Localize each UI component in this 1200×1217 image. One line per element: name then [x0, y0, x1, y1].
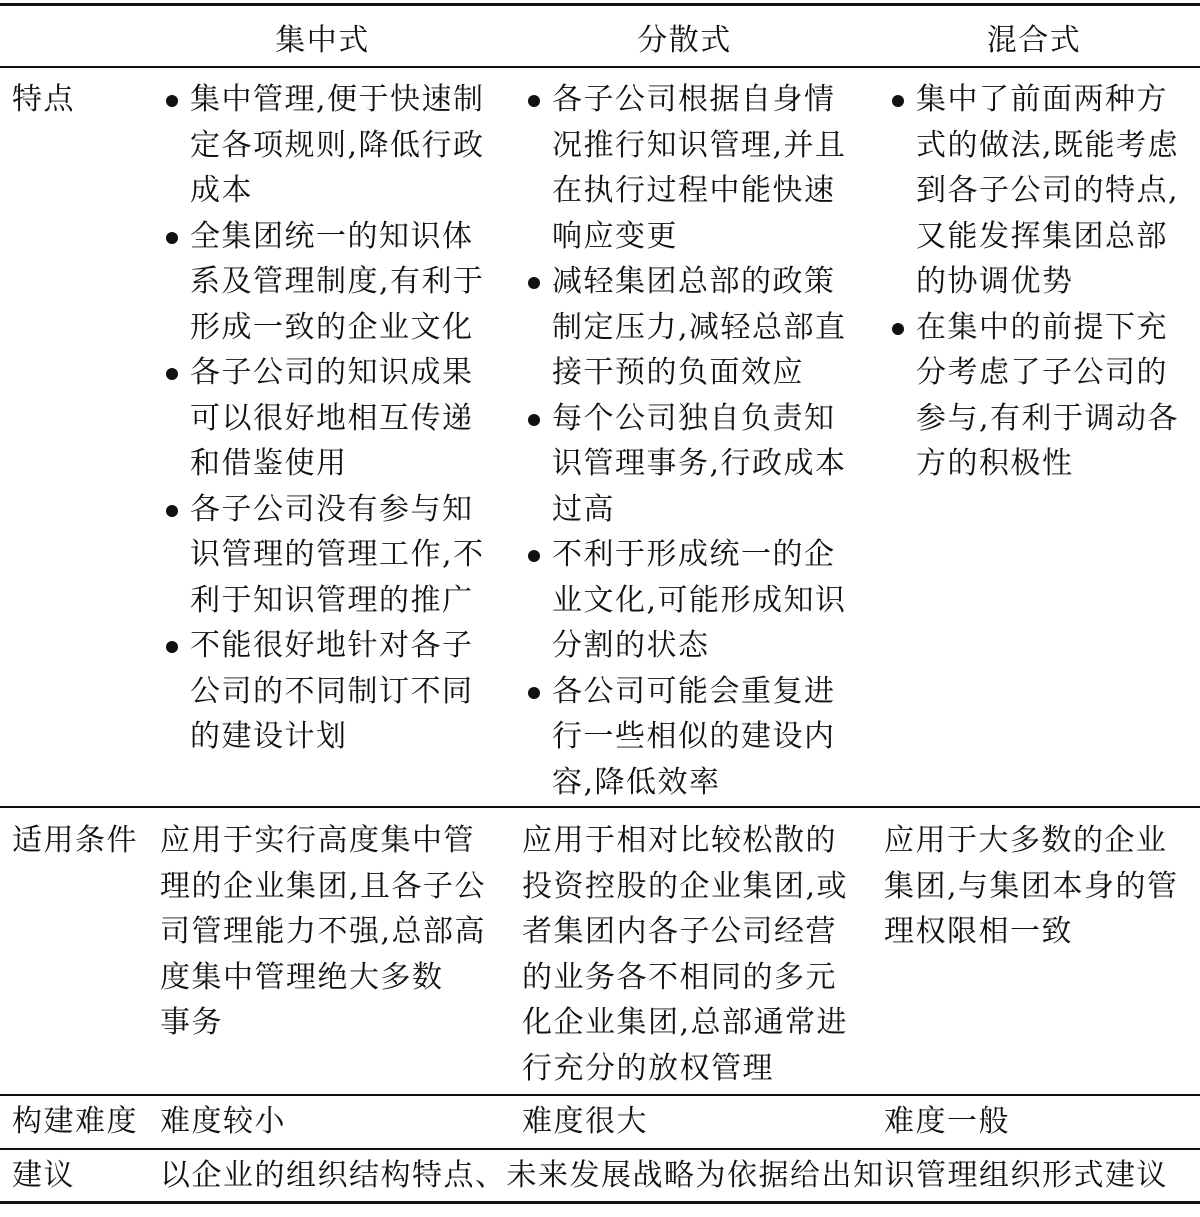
text-line: 不利于形成统一的企 — [552, 537, 836, 572]
list-item — [890, 305, 1179, 487]
features-decentralized-list — [526, 77, 847, 805]
text-line: 的业务各不相同的多元 — [522, 959, 837, 995]
bullet-icon — [528, 414, 540, 426]
text-line: 公司的不同制订不同 — [190, 673, 474, 709]
column-header-decentralized: 分散式 — [637, 23, 732, 58]
text-line: 在执行过程中能快速 — [552, 173, 836, 208]
bullet-icon — [166, 232, 178, 244]
text-line: 各子公司根据自身情 — [552, 82, 836, 117]
text-line: 参与,有利于调动各 — [916, 400, 1180, 436]
row-label-features: 特点 — [12, 82, 75, 117]
features-divider — [0, 806, 1200, 808]
conditions-hybrid — [884, 818, 1179, 955]
text-line: 可以很好地相互传递 — [190, 400, 474, 436]
bullet-icon — [528, 550, 540, 562]
text-line: 的协调优势 — [916, 264, 1074, 299]
text-line: 集中管理,便于快速制 — [190, 82, 485, 117]
text-line: 识管理事务,行政成本 — [552, 446, 847, 481]
text-line: 度集中管理绝大多数 — [160, 959, 444, 995]
text-line: 接干预的负面效应 — [552, 355, 804, 390]
text-line: 司管理能力不强,总部高 — [160, 914, 487, 949]
text-line: 事务 — [160, 1005, 223, 1040]
text-line: 系及管理制度,有利于 — [190, 264, 485, 299]
text-line: 利于知识管理的推广 — [190, 582, 474, 618]
header-divider — [0, 66, 1200, 68]
features-hybrid-list — [890, 77, 1179, 487]
text-line: 各公司可能会重复进 — [552, 673, 836, 709]
text-line: 制定压力,减轻总部直 — [552, 309, 847, 345]
text-line: 定各项规则,降低行政 — [190, 127, 485, 163]
text-line: 成本 — [190, 173, 253, 208]
list-item — [164, 77, 485, 214]
text-line: 应用于大多数的企业 — [884, 823, 1168, 858]
text-line: 应用于实行高度集中管 — [160, 823, 475, 858]
list-item — [526, 77, 847, 259]
text-line: 全集团统一的知识体 — [190, 218, 474, 254]
text-line: 识管理的管理工作,不 — [190, 537, 485, 572]
text-line: 的建设计划 — [190, 719, 348, 754]
column-header-centralized: 集中式 — [275, 23, 370, 58]
text-line: 式的做法,既能考虑 — [916, 127, 1180, 163]
text-line: 在集中的前提下充 — [916, 309, 1168, 345]
list-item — [164, 350, 485, 487]
conditions-centralized — [160, 818, 486, 1046]
difficulty-centralized: 难度较小 — [160, 1104, 286, 1139]
text-line: 行一些相似的建设内 — [552, 719, 836, 754]
text-line: 不能很好地针对各子 — [190, 628, 474, 663]
text-line: 减轻集团总部的政策 — [552, 264, 836, 299]
difficulty-divider — [0, 1148, 1200, 1150]
bullet-icon — [166, 505, 178, 517]
text-line: 分考虑了子公司的 — [916, 355, 1168, 390]
table-top-rule — [0, 3, 1200, 6]
conditions-decentralized — [522, 818, 848, 1091]
row-label-suggestion: 建议 — [12, 1158, 75, 1193]
text-line: 方的积极性 — [916, 446, 1074, 481]
bullet-icon — [166, 641, 178, 653]
text-line: 业文化,可能形成知识 — [552, 582, 847, 618]
list-item — [164, 623, 485, 760]
text-line: 容,降低效率 — [552, 764, 721, 800]
list-item — [526, 669, 847, 806]
list-item — [526, 259, 847, 396]
conditions-divider — [0, 1094, 1200, 1096]
text-line: 分割的状态 — [552, 628, 710, 663]
text-line: 过高 — [552, 491, 615, 527]
text-line: 应用于相对比较松散的 — [522, 823, 837, 858]
bullet-icon — [528, 687, 540, 699]
bullet-icon — [892, 95, 904, 107]
text-line: 各子公司没有参与知 — [190, 491, 474, 527]
row-label-conditions: 适用条件 — [12, 823, 138, 858]
text-line: 集中了前面两种方 — [916, 82, 1168, 117]
text-line: 到各子公司的特点, — [916, 173, 1180, 208]
list-item — [164, 487, 485, 624]
text-line: 集团,与集团本身的管 — [884, 868, 1179, 904]
list-item — [526, 396, 847, 533]
features-centralized-list — [164, 77, 485, 760]
text-line: 化企业集团,总部通常进 — [522, 1005, 849, 1040]
text-line: 投资控股的企业集团,或 — [522, 868, 849, 904]
difficulty-hybrid: 难度一般 — [884, 1104, 1010, 1139]
list-item — [526, 532, 847, 669]
list-item — [890, 77, 1179, 305]
table-bottom-rule — [0, 1201, 1200, 1204]
text-line: 各子公司的知识成果 — [190, 355, 474, 390]
text-line: 和借鉴使用 — [190, 446, 348, 481]
column-header-hybrid: 混合式 — [986, 23, 1082, 58]
text-line: 理权限相一致 — [884, 914, 1073, 949]
list-item — [164, 214, 485, 351]
text-line: 每个公司独自负责知 — [552, 400, 836, 436]
bullet-icon — [892, 323, 904, 335]
bullet-icon — [528, 95, 540, 107]
text-line: 又能发挥集团总部 — [916, 218, 1168, 254]
bullet-icon — [528, 277, 540, 289]
difficulty-decentralized: 难度很大 — [522, 1104, 648, 1139]
suggestion-text: 以企业的组织结构特点、未来发展战略为依据给出知识管理组织形式建议 — [160, 1158, 1168, 1193]
text-line: 形成一致的企业文化 — [190, 309, 474, 345]
text-line: 者集团内各子公司经营 — [522, 914, 837, 949]
text-line: 行充分的放权管理 — [522, 1050, 774, 1086]
bullet-icon — [166, 95, 178, 107]
text-line: 况推行知识管理,并且 — [552, 127, 847, 163]
bullet-icon — [166, 368, 178, 380]
text-line: 响应变更 — [552, 218, 678, 254]
text-line: 理的企业集团,且各子公 — [160, 868, 487, 904]
row-label-difficulty: 构建难度 — [12, 1104, 138, 1139]
